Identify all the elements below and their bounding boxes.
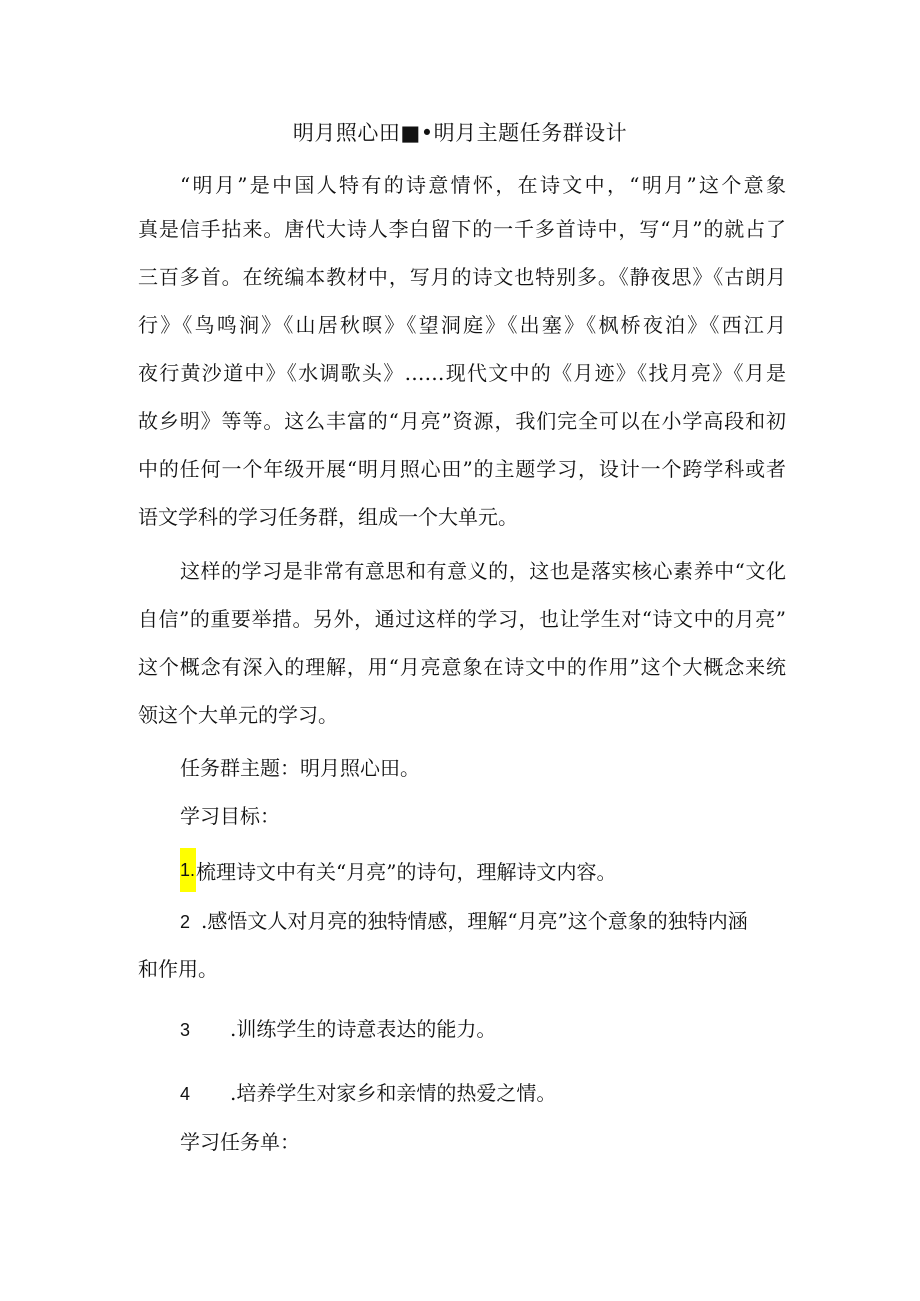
paragraph-line: 这个概念有深入的理解，用“月亮意象在诗文中的作用”这个大概念来统 bbox=[138, 655, 786, 679]
paragraph-line: 自信”的重要举措。另外，通过这样的学习，也让学生对“诗文中的月亮” bbox=[138, 607, 786, 631]
paragraph-line: 领这个大单元的学习。 bbox=[138, 703, 338, 727]
paragraph-line: 中的任何一个年级开展“明月照心田”的主题学习，设计一个跨学科或者 bbox=[138, 457, 786, 481]
objective-text: .训练学生的诗意表达的能力。 bbox=[230, 1017, 497, 1041]
paragraph-line: 行》《鸟鸣涧》《山居秋暝》《望洞庭》《出塞》《枫桥夜泊》《西江月 bbox=[138, 313, 786, 337]
page-title: 明月照心田■•明月主题任务群设计 bbox=[292, 121, 628, 145]
paragraph-line: 语文学科的学习任务群，组成一个大单元。 bbox=[138, 505, 518, 529]
paragraph-line: 三百多首。在统编本教材中，写月的诗文也特别多。《静夜思》《古朗月 bbox=[138, 265, 786, 289]
objective-text: .培养学生对家乡和亲情的热爱之情。 bbox=[230, 1081, 557, 1105]
objective-continuation: 和作用。 bbox=[138, 957, 218, 981]
objective-text: 梳理诗文中有关“月亮”的诗句，理解诗文内容。 bbox=[196, 860, 617, 884]
paragraph-line: “明月”是中国人特有的诗意情怀，在诗文中，“明月”这个意象 bbox=[180, 173, 786, 197]
objectives-heading: 学习目标： bbox=[180, 804, 280, 828]
objective-4 bbox=[180, 1078, 556, 1109]
objective-number: 3 bbox=[180, 1020, 191, 1040]
theme-line: 任务群主题：明月照心田。 bbox=[180, 756, 420, 780]
objective-number-highlight: 1. bbox=[180, 848, 196, 892]
objective-1 bbox=[180, 855, 616, 892]
paragraph-line: 这样的学习是非常有意思和有意义的，这也是落实核心素养中“文化 bbox=[180, 559, 786, 583]
objective-3 bbox=[180, 1014, 496, 1045]
objective-text: .感悟文人对月亮的独特情感，理解“月亮”这个意象的独特内涵 bbox=[201, 909, 748, 933]
paragraph-line: 真是信手拈来。唐代大诗人李白留下的一千多首诗中，写“月”的就占了 bbox=[138, 217, 786, 241]
tasklist-heading: 学习任务单： bbox=[180, 1130, 300, 1154]
objective-number: 4 bbox=[180, 1084, 191, 1104]
objective-number: 2 bbox=[180, 912, 191, 932]
paragraph-line: 夜行黄沙道中》《水调歌头》……现代文中的《月迹》《找月亮》《月是 bbox=[138, 361, 786, 385]
paragraph-line: 故乡明》等等。这么丰富的“月亮”资源，我们完全可以在小学高段和初 bbox=[138, 409, 786, 433]
